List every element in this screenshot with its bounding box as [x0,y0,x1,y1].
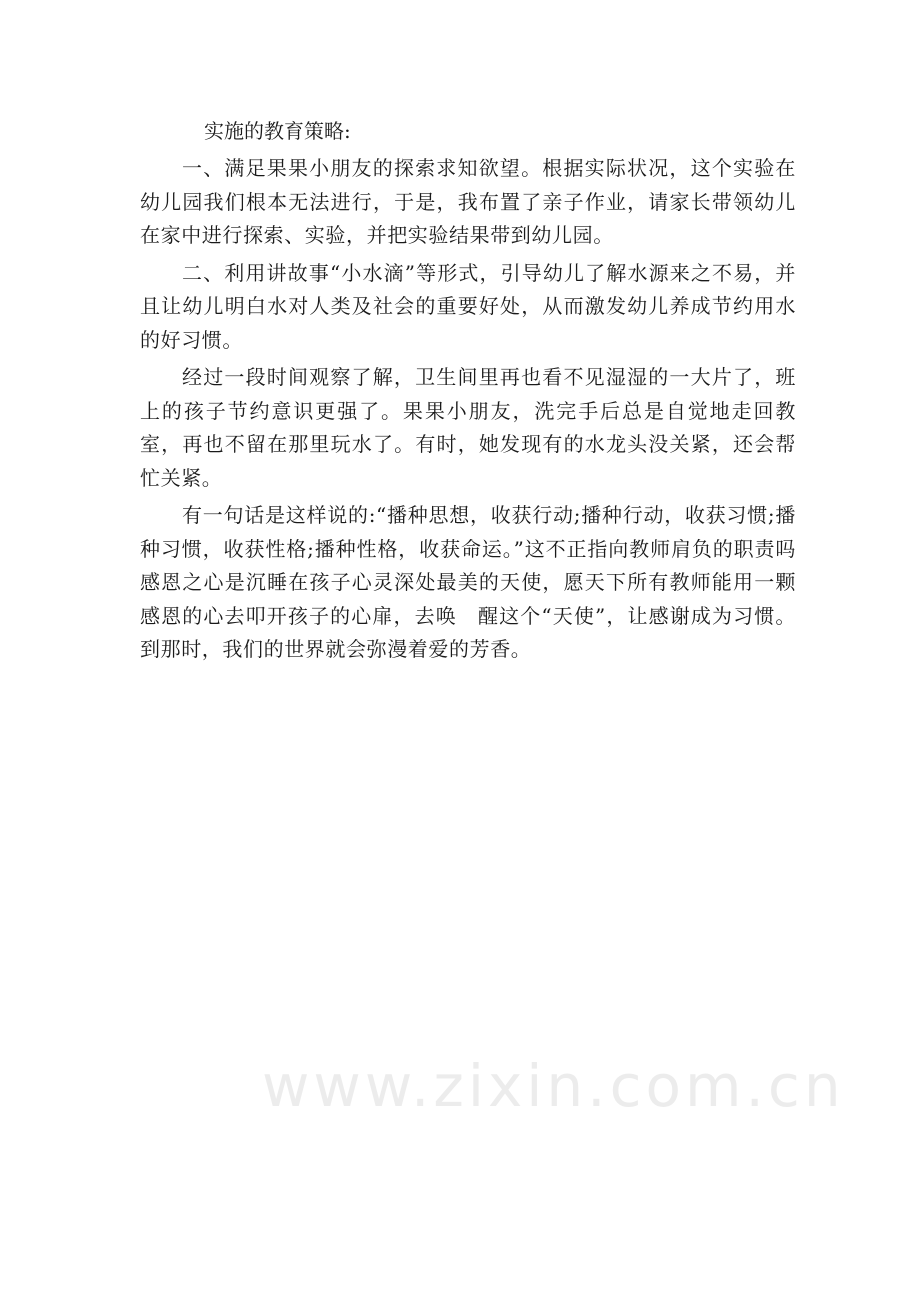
section-heading: 实施的教育策略: [204,119,351,143]
document-body [140,114,796,671]
paragraph-conclusion: 有一句话是这样说的:“播种思想，收获行动;播种行动，收获习惯;播种习惯，收获性格;播种性格，收获命运。”这不正指向教师肩负的职责吗感恩之心是沉睡在孩子心灵深处最美的天使，愿天下所有教师能用一颗感恩的心去叩开孩子的心扉，去唤 醒这个“天使”，让感谢成为习惯。到那时，我们的世界就会弥漫着爱的芳香。 [140,503,796,661]
paragraph-strategy-2: 二、利用讲故事“小水滴”等形式，引导幼儿了解水源来之不易，并且让幼儿明白水对人类及社会的重要好处，从而激发幼儿养成节约用水的好习惯。 [140,260,796,352]
paragraph-observation: 经过一段时间观察了解，卫生间里再也看不见湿湿的一大片了，班上的孩子节约意识更强了。果果小朋友，洗完手后总是自觉地走回教室，再也不留在那里玩水了。有时，她发现有的水龙头没关紧，还会帮忙关紧。 [140,365,796,490]
watermark-text: www.zixin.com.cn [262,1052,845,1120]
paragraph-strategy-1: 一、满足果果小朋友的探索求知欲望。根据实际状况，这个实验在幼儿园我们根本无法进行，于是，我布置了亲子作业，请家长带领幼儿在家中进行探索、实验，并把实验结果带到幼儿园。 [140,156,796,247]
